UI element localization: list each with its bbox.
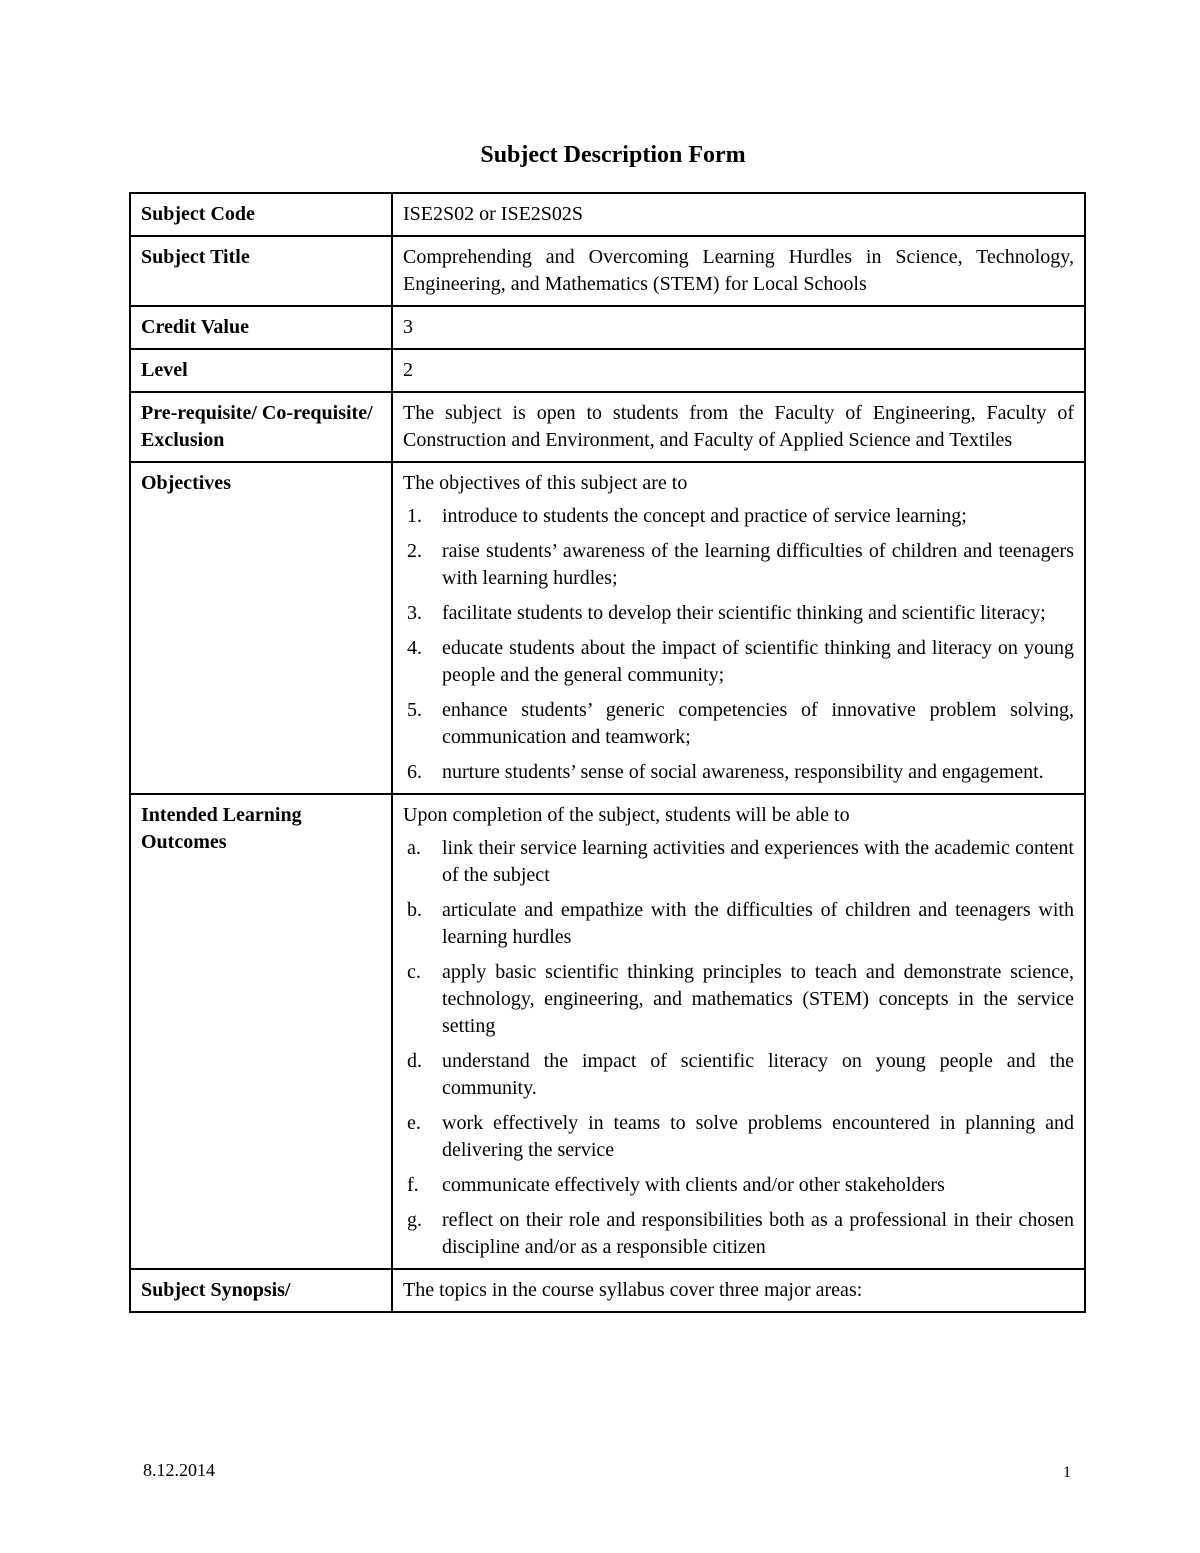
row-outcomes <box>130 794 1085 1269</box>
outcomes-intro: Upon completion of the subject, students will be able to <box>403 804 850 826</box>
row-subject-title <box>130 236 1085 306</box>
objective-item-text: raise students’ awareness of the learning difficulties of children and teenagers with learning hurdles; <box>442 540 1074 589</box>
objective-item-text: nurture students’ sense of social awareness, responsibility and engagement. <box>442 761 1044 783</box>
outcomes-list <box>403 835 1074 1261</box>
subject-code-value: ISE2S02 or ISE2S02S <box>392 193 1085 236</box>
subject-title-value <box>392 236 1085 306</box>
objective-item <box>403 697 1074 751</box>
outcome-item <box>403 835 1074 889</box>
outcome-item <box>403 1172 1074 1199</box>
row-prerequisite <box>130 392 1085 462</box>
objective-item <box>403 600 1074 627</box>
outcome-item-marker: g. <box>407 1209 422 1231</box>
outcome-item-text: communicate effectively with clients and/or other stakeholders <box>442 1174 945 1196</box>
row-credit-value <box>130 306 1085 349</box>
outcome-item-text: apply basic scientific thinking principles to teach and demonstrate science, technology, engineering, and mathematics (STEM) concepts in the service setting <box>442 961 1074 1037</box>
credit-value-label: Credit Value <box>130 306 392 349</box>
outcome-item-text: link their service learning activities and experiences with the academic content of the subject <box>442 837 1074 886</box>
objectives-list <box>403 503 1074 786</box>
subject-title-label: Subject Title <box>130 236 392 306</box>
page-number: 1 <box>1063 1464 1071 1481</box>
objective-item-marker: 6. <box>407 761 422 783</box>
objective-item-text: educate students about the impact of scientific thinking and literacy on young people and the general community; <box>442 637 1074 686</box>
row-subject-code <box>130 193 1085 236</box>
subject-description-table <box>129 192 1086 1313</box>
objective-item-marker: 3. <box>407 602 422 624</box>
outcome-item-text: work effectively in teams to solve problems encountered in planning and delivering the service <box>442 1112 1074 1161</box>
prerequisite-value <box>392 392 1085 462</box>
objective-item-text: enhance students’ generic competencies of innovative problem solving, communication and teamwork; <box>442 699 1074 748</box>
objective-item <box>403 538 1074 592</box>
objective-item <box>403 759 1074 786</box>
outcome-item <box>403 1207 1074 1261</box>
objectives-intro: The objectives of this subject are to <box>403 472 688 494</box>
outcome-item-marker: f. <box>407 1174 419 1196</box>
outcome-item-text: understand the impact of scientific literacy on young people and the community. <box>442 1050 1074 1099</box>
outcome-item <box>403 959 1074 1040</box>
outcome-item-marker: c. <box>407 961 421 983</box>
page-title: Subject Description Form <box>480 142 746 168</box>
subject-title-text: Comprehending and Overcoming Learning Hurdles in Science, Technology, Engineering, and Mathematics (STEM) for Local Schools <box>403 246 1074 295</box>
outcome-item-text: articulate and empathize with the difficulties of children and teenagers with learning hurdles <box>442 899 1074 948</box>
row-synopsis <box>130 1269 1085 1312</box>
outcome-item <box>403 1110 1074 1164</box>
subject-code-label: Subject Code <box>130 193 392 236</box>
outcome-item-marker: a. <box>407 837 421 859</box>
outcome-item-marker: d. <box>407 1050 422 1072</box>
objective-item-marker: 1. <box>407 505 422 527</box>
level-value: 2 <box>392 349 1085 392</box>
outcome-item-text: reflect on their role and responsibilities both as a professional in their chosen discipline and/or as a responsible citizen <box>442 1209 1074 1258</box>
outcomes-value <box>392 794 1085 1269</box>
row-level <box>130 349 1085 392</box>
footer-date: 8.12.2014 <box>143 1460 215 1480</box>
synopsis-value: The topics in the course syllabus cover three major areas: <box>392 1269 1085 1312</box>
outcome-item-marker: b. <box>407 899 422 921</box>
objectives-value <box>392 462 1085 794</box>
objective-item-text: facilitate students to develop their scientific thinking and scientific literacy; <box>442 602 1046 624</box>
synopsis-label: Subject Synopsis/ <box>130 1269 392 1312</box>
objective-item <box>403 635 1074 689</box>
objective-item-marker: 4. <box>407 637 422 659</box>
credit-value-value: 3 <box>392 306 1085 349</box>
objective-item <box>403 503 1074 530</box>
outcomes-label: Intended Learning Outcomes <box>130 794 392 1269</box>
prerequisite-label: Pre-requisite/ Co-requisite/ Exclusion <box>130 392 392 462</box>
objective-item-text: introduce to students the concept and practice of service learning; <box>442 505 967 527</box>
outcome-item <box>403 1048 1074 1102</box>
objectives-label: Objectives <box>130 462 392 794</box>
objective-item-marker: 2. <box>407 540 422 562</box>
row-objectives <box>130 462 1085 794</box>
prerequisite-text: The subject is open to students from the Faculty of Engineering, Faculty of Construction and Environment, and Faculty of Applied Science and Textiles <box>403 402 1074 451</box>
outcome-item-marker: e. <box>407 1112 421 1134</box>
level-label: Level <box>130 349 392 392</box>
outcome-item <box>403 897 1074 951</box>
objective-item-marker: 5. <box>407 699 422 721</box>
